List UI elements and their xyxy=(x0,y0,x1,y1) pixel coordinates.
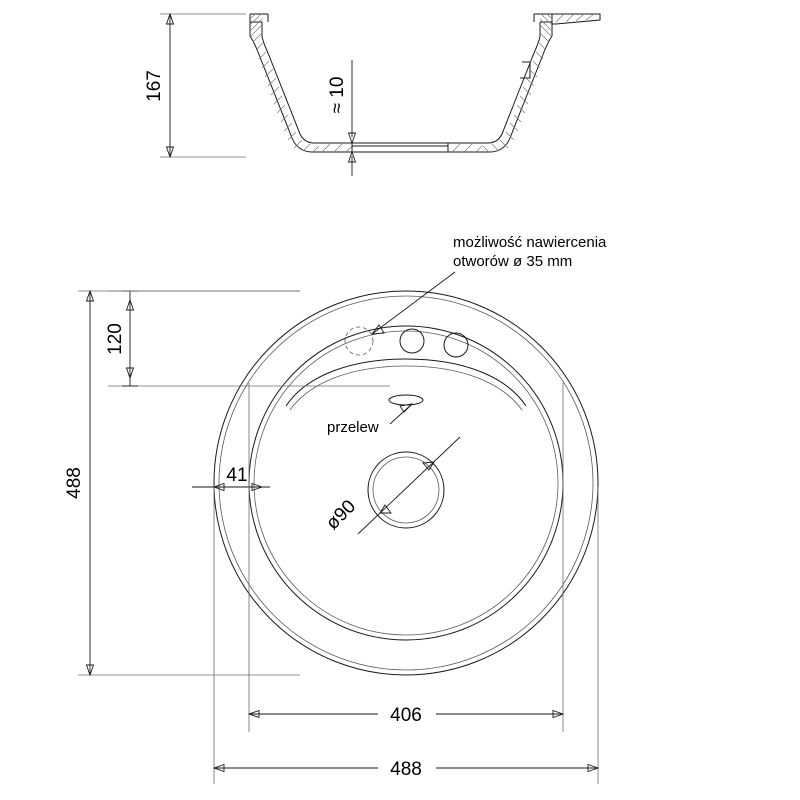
dimension-drain-label: ø90 xyxy=(322,496,361,535)
dimension-488-horizontal xyxy=(214,756,598,780)
dimension-120-label: 120 xyxy=(105,323,126,355)
dimension-41-label: 41 xyxy=(226,465,248,486)
top-view xyxy=(64,234,607,784)
overflow-hole xyxy=(389,395,423,405)
dimension-thickness-label: ≈ 10 xyxy=(327,76,348,114)
dimension-488-vertical-label: 488 xyxy=(64,467,85,499)
dimension-thickness xyxy=(327,60,356,176)
tap-hole-1 xyxy=(400,329,424,353)
sink-outer-circle-inner xyxy=(219,296,593,670)
note-drilling-line1: możliwość nawiercenia xyxy=(453,234,607,251)
note-drilling-leader xyxy=(372,272,455,334)
overflow-label-leader xyxy=(390,404,412,424)
tap-hole-optional xyxy=(345,327,373,355)
dimension-167-label: 167 xyxy=(144,70,165,102)
sink-outer-circle xyxy=(214,291,598,675)
side-section-view xyxy=(144,14,600,176)
bowl-top-edge-inner xyxy=(290,366,522,410)
sink-rim-circle xyxy=(249,326,563,640)
sink-rim-circle-inner xyxy=(254,331,558,635)
dimension-488-horizontal-label: 488 xyxy=(390,759,422,780)
dimension-406 xyxy=(249,702,563,726)
dimension-406-label: 406 xyxy=(390,705,422,726)
tap-hole-2 xyxy=(444,333,468,357)
note-drilling-line2: otworów ø 35 mm xyxy=(453,253,573,270)
dimension-167 xyxy=(144,14,246,157)
dimension-41 xyxy=(192,465,270,491)
overflow-label: przelew xyxy=(327,419,379,436)
dimension-488-vertical xyxy=(64,291,300,675)
